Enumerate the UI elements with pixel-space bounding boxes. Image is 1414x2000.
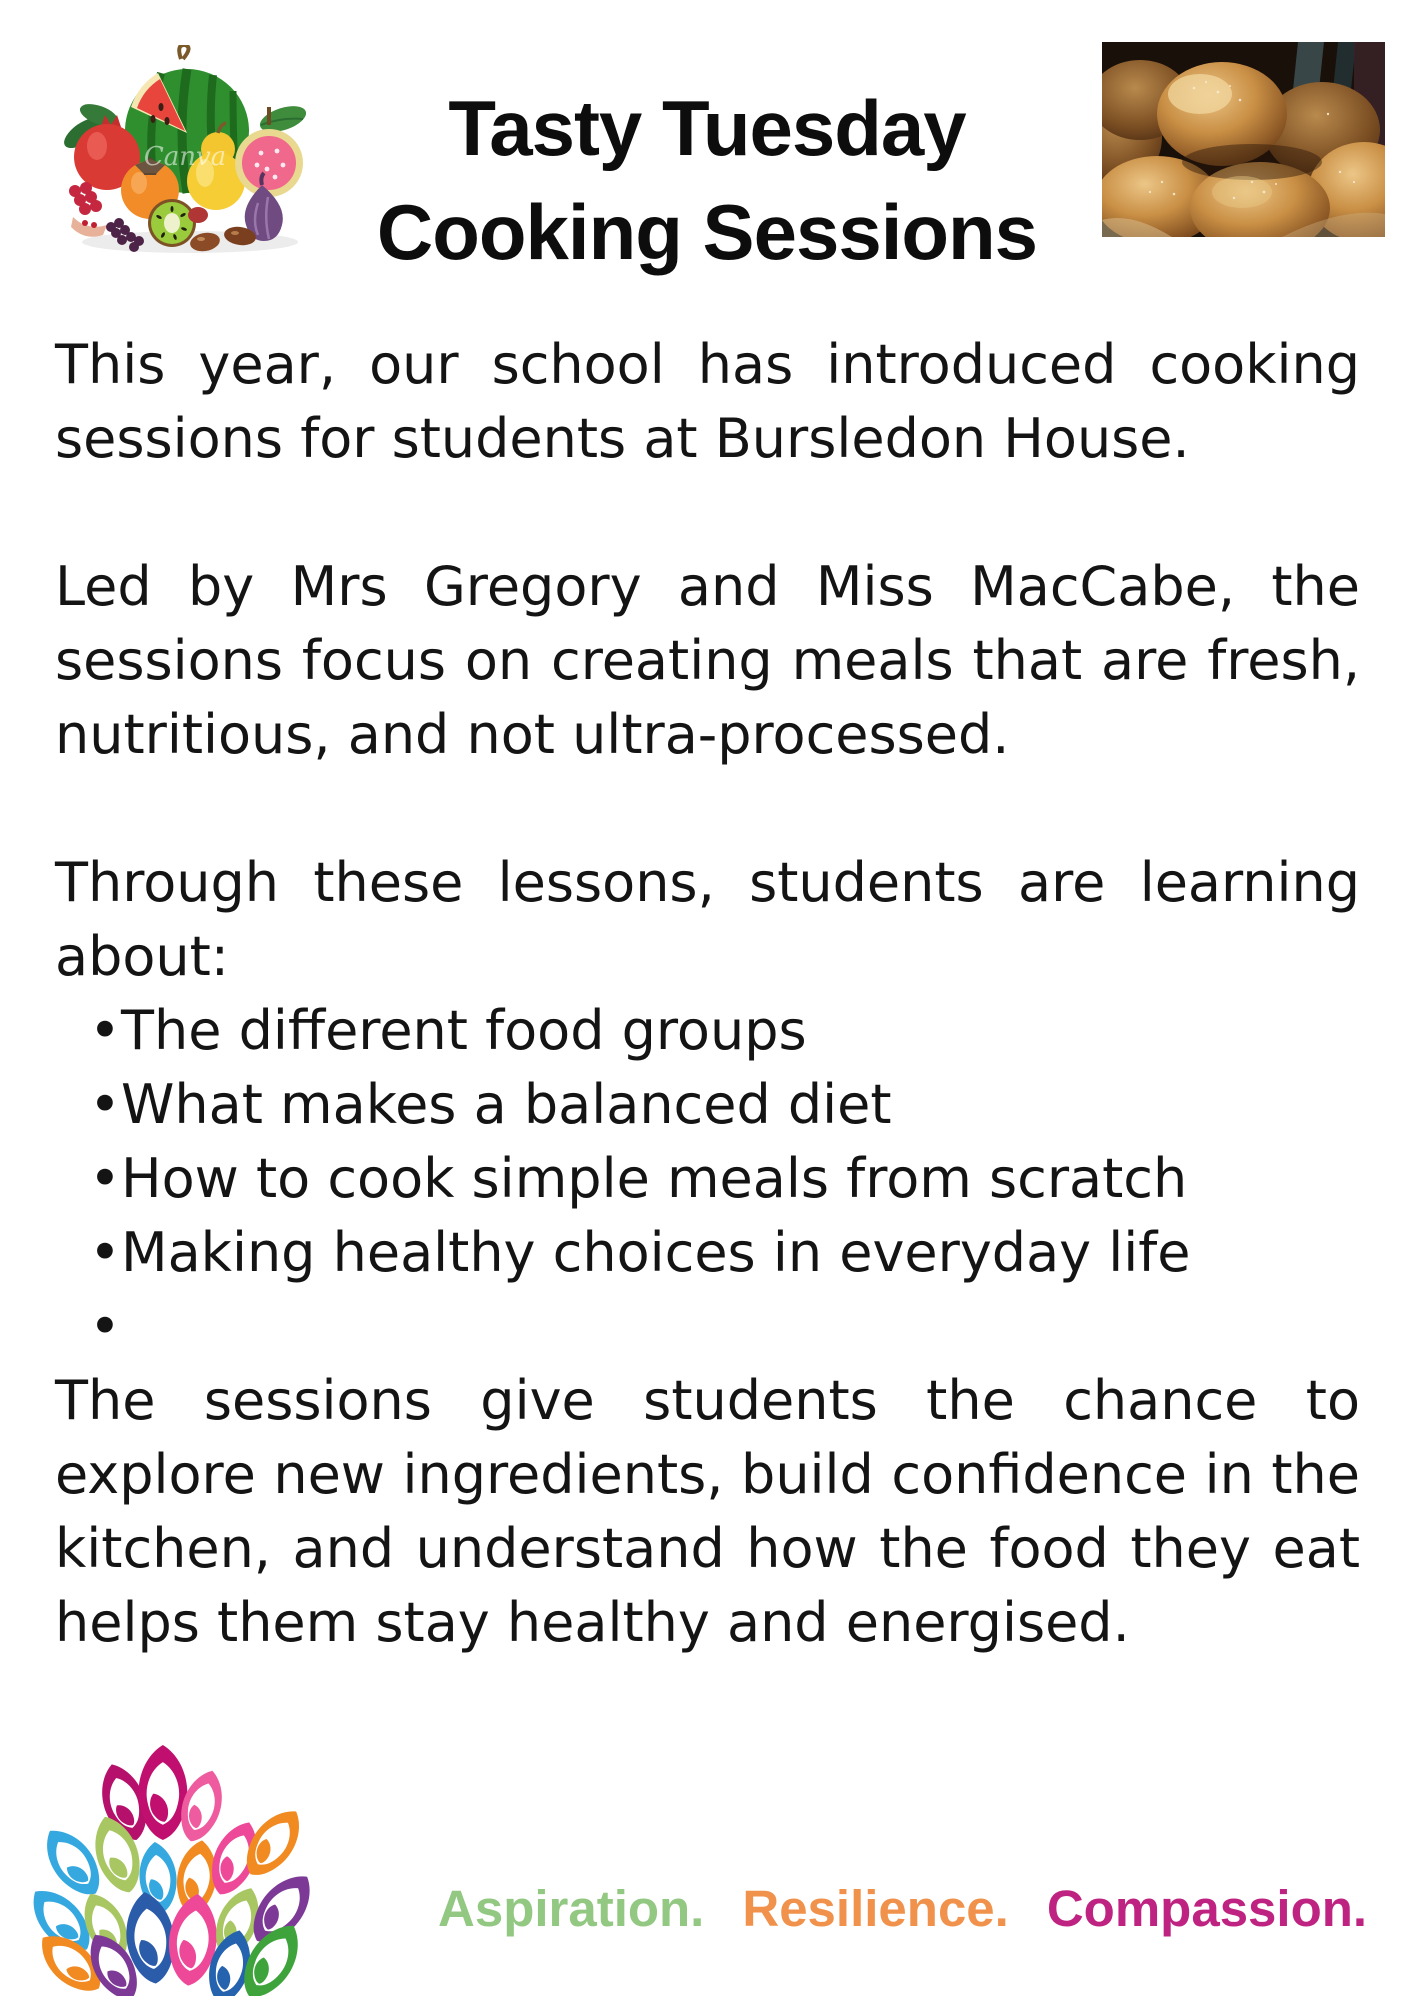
motto-resilience: Resilience.: [742, 1880, 1009, 1937]
bullet-list: [55, 994, 1360, 1364]
list-item: • Making healthy choices in everyday life: [55, 1216, 1360, 1290]
body-text: [55, 328, 1360, 1660]
title-line-1: Tasty Tuesday: [448, 84, 966, 172]
paragraph-leaders: Led by Mrs Gregory and Miss MacCabe, the sessions focus on creating meals that are fresh, nutritious, and not ultra-processed.: [55, 555, 1360, 766]
motto-compassion: Compassion.: [1046, 1880, 1368, 1937]
paragraph-learning: Through these lessons, students are learning about:: [55, 851, 1360, 988]
title-line-2: Cooking Sessions: [376, 188, 1038, 276]
list-item: • What makes a balanced diet: [55, 1068, 1360, 1142]
bread-photo: [1102, 42, 1385, 237]
list-item: • The different food groups: [55, 994, 1360, 1068]
paragraph-intro: This year, our school has introduced cooking sessions for students at Bursledon House.: [55, 333, 1360, 470]
logo-leaves: [25, 1745, 324, 1996]
motto-aspiration: Aspiration.: [438, 1880, 705, 1937]
paragraph-closing: The sessions give students the chance to explore new ingredients, build confidence in the kitchen, and understand how the food they eat helps them stay healthy and energised.: [55, 1369, 1360, 1654]
school-logo: [25, 1744, 355, 1996]
list-item: • How to cook simple meals from scratch: [55, 1142, 1360, 1216]
list-item-empty: [55, 1290, 1360, 1364]
school-motto: [438, 1878, 1367, 1940]
canva-watermark: Canva: [143, 142, 227, 172]
